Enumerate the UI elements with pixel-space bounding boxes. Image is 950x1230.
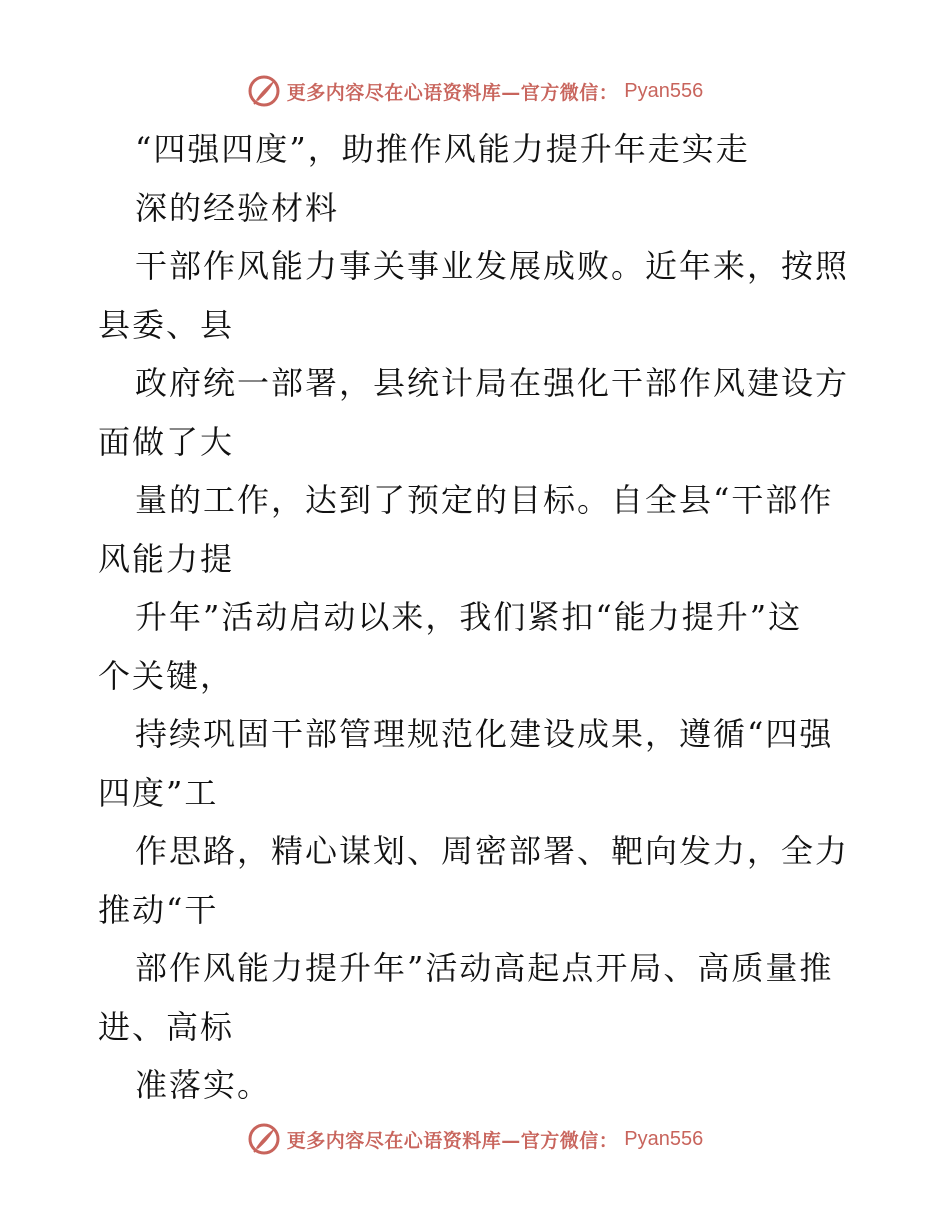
text-line: 面做了大 <box>98 422 235 461</box>
watermark-wechat-id: Pyan556 <box>624 79 704 102</box>
watermark-text: 更多内容尽在心语资料库—官方微信： <box>286 81 619 104</box>
watermark-wechat-id: Pyan556 <box>624 1127 704 1150</box>
text-line: 个关键， <box>98 656 235 695</box>
document-body <box>98 120 858 1115</box>
quill-logo-icon <box>247 74 281 108</box>
text-line: 政府统一部署，县统计局在强化干部作风建设方 <box>135 364 850 402</box>
text-line: 风能力提 <box>98 539 235 578</box>
quill-logo-icon <box>247 1122 281 1156</box>
text-line: 准落实。 <box>135 1066 272 1104</box>
text-line: 持续巩固干部管理规范化建设成果，遵循“四强 <box>135 715 834 753</box>
text-line: 干部作风能力事关事业发展成败。近年来，按照 <box>135 247 850 285</box>
text-line: “四强四度”，助推作风能力提升年走实走 <box>135 130 750 168</box>
text-line: 作思路，精心谋划、周密部署、靶向发力，全力 <box>135 832 850 870</box>
text-line: 推动“干 <box>98 890 219 929</box>
text-line: 县委、县 <box>98 305 235 344</box>
text-line: 深的经验材料 <box>135 188 340 227</box>
text-line: 进、高标 <box>98 1007 235 1046</box>
text-line: 部作风能力提升年”活动高起点开局、高质量推 <box>135 949 834 987</box>
watermark-text: 更多内容尽在心语资料库—官方微信： <box>286 1129 619 1152</box>
header-watermark <box>0 71 950 111</box>
text-line: 量的工作，达到了预定的目标。自全县“干部作 <box>135 481 834 519</box>
footer-watermark <box>0 1119 950 1159</box>
text-line: 升年”活动启动以来，我们紧扣“能力提升”这 <box>135 598 803 636</box>
text-line: 四度”工 <box>98 773 219 812</box>
